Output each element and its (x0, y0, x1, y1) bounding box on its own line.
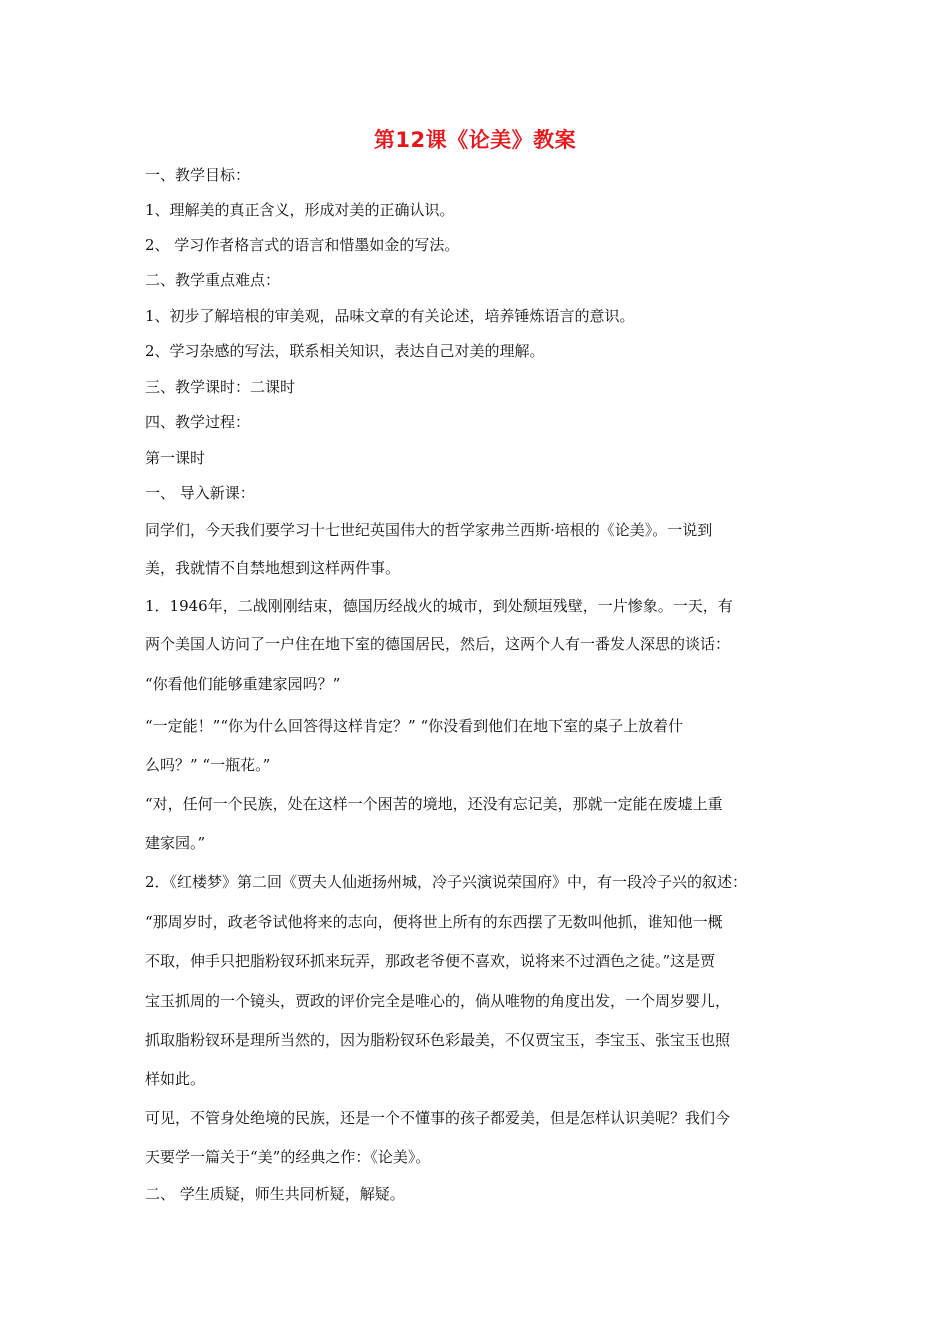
paragraph-line: 同学们，今天我们要学习十七世纪英国伟大的哲学家弗兰西斯·培根的《论美》。一说到 (145, 521, 713, 539)
paragraph-line: 可见，不管身处绝境的民族，还是一个不懂事的孩子都爱美，但是怎样认识美呢？我们今 (145, 1109, 731, 1127)
paragraph-line: 两个美国人访问了一户住在地下室的德国居民，然后，这两个人有一番发人深思的谈话： (145, 635, 731, 653)
paragraph-line: 2．《红楼梦》第二回《贾夫人仙逝扬州城，冷子兴演说荣国府》中，有一段冷子兴的叙述： (145, 873, 748, 891)
paragraph-line: 1．1946年，二战刚刚结束，德国历经战火的城市，到处颓垣残壁，一片惨象。一天，有 (145, 597, 733, 615)
document-title: 第12课《论美》教案 (373, 128, 577, 152)
step-questions: 二、 学生质疑，师生共同析疑，解疑。 (145, 1185, 405, 1203)
paragraph-line: 样如此。 (145, 1070, 206, 1088)
paragraph-line: 不取，伸手只把脂粉钗环抓来玩弄，那政老爷便不喜欢，说将来不过酒色之徒。”这是贾 (145, 952, 716, 970)
objective-2: 2、 学习作者格言式的语言和惜墨如金的写法。 (145, 236, 460, 254)
objective-1: 1、理解美的真正含义，形成对美的正确认识。 (145, 201, 455, 219)
dialogue-line: “对，任何一个民族，处在这样一个困苦的境地，还没有忘记美，那就一定能在废墟上重 (145, 795, 723, 813)
heading-periods: 三、教学课时：二课时 (145, 378, 296, 396)
heading-objectives: 一、教学目标： (145, 166, 251, 184)
period-one-label: 第一课时 (145, 449, 206, 467)
paragraph-line: 美，我就情不自禁地想到这样两件事。 (145, 559, 401, 577)
paragraph-line: “那周岁时，政老爷试他将来的志向，便将世上所有的东西摆了无数叫他抓，谁知他一概 (145, 913, 723, 931)
key-point-2: 2、学习杂感的写法，联系相关知识，表达自己对美的理解。 (145, 342, 545, 360)
dialogue-line: “一定能！”“你为什么回答得这样肯定？” “你没看到他们在地下室的桌子上放着什 (145, 717, 684, 735)
dialogue-line: 建家园。” (145, 834, 206, 852)
key-point-1: 1、初步了解培根的审美观，品味文章的有关论述，培养锤炼语言的意识。 (145, 307, 635, 325)
step-introduction: 一、 导入新课： (145, 484, 255, 502)
paragraph-line: 宝玉抓周的一个镜头，贾政的评价完全是唯心的，倘从唯物的角度出发，一个周岁婴儿， (145, 992, 731, 1010)
heading-key-points: 二、教学重点难点： (145, 271, 281, 289)
heading-process: 四、教学过程： (145, 413, 251, 431)
paragraph-line: 抓取脂粉钗环是理所当然的，因为脂粉钗环色彩最美，不仅贾宝玉，李宝玉、张宝玉也照 (145, 1031, 731, 1049)
paragraph-line: 天要学一篇关于“美”的经典之作：《论美》。 (145, 1148, 431, 1166)
dialogue-line: “你看他们能够重建家园吗？” (145, 675, 341, 693)
dialogue-line: 么吗？” “一瓶花。” (145, 756, 271, 774)
